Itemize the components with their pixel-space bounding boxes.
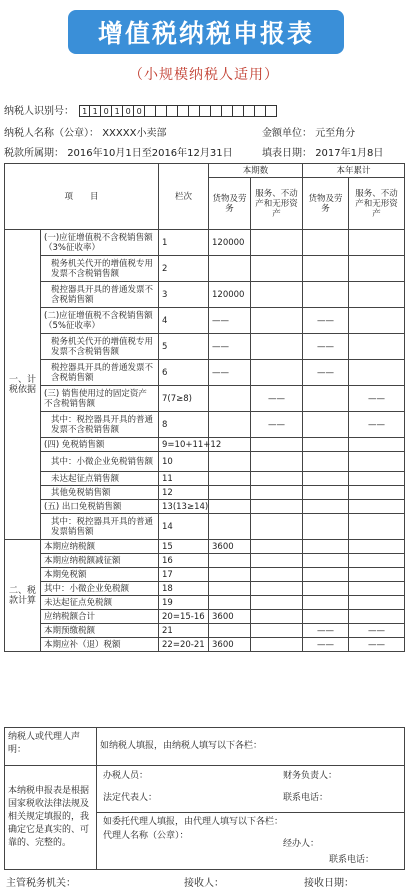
row-label: 其中：税控器具开具的普通发票不含税销售额: [41, 412, 159, 438]
form-title: 增值税纳税申报表: [68, 10, 344, 54]
row-ytd-services: [349, 472, 405, 486]
row-label: (四) 免税销售额: [41, 438, 159, 452]
row-line: 15: [159, 540, 209, 554]
row-services: [251, 486, 303, 500]
header-current: 本期数: [209, 164, 303, 178]
row-services: [251, 452, 303, 472]
row-services: [251, 596, 303, 610]
row-line: 16: [159, 554, 209, 568]
row-services: [251, 582, 303, 596]
row-services: [251, 624, 303, 638]
taxpayer-id-digit: 0: [134, 105, 145, 117]
row-ytd-goods: [303, 282, 349, 308]
taxpayer-id-digit: [211, 105, 222, 117]
taxpayer-id-digit: 0: [101, 105, 112, 117]
row-ytd-goods: ——: [303, 308, 349, 334]
row-services: [251, 610, 303, 624]
row-services: [251, 334, 303, 360]
amount-unit: 元至角分: [315, 128, 356, 139]
row-ytd-services: [349, 256, 405, 282]
row-ytd-goods: [303, 568, 349, 582]
fill-date-label: 填表日期：: [262, 148, 312, 159]
period-row: [4, 144, 233, 159]
row-ytd-goods: ——: [303, 360, 349, 386]
table-row: [5, 282, 405, 308]
contact-phone2-label: 联系电话：: [329, 855, 375, 865]
taxpayer-id-digit: [178, 105, 189, 117]
row-ytd-services: ——: [349, 412, 405, 438]
row-ytd-services: [349, 582, 405, 596]
row-goods: [209, 412, 251, 438]
row-goods: [209, 472, 251, 486]
row-goods: [209, 486, 251, 500]
row-line: 10: [159, 452, 209, 472]
table-row: [5, 412, 405, 438]
row-ytd-services: [349, 540, 405, 554]
taxpayer-id-digit: [222, 105, 233, 117]
table-row: [5, 334, 405, 360]
row-line: 4: [159, 308, 209, 334]
header-line: 栏次: [159, 164, 209, 230]
tax-return-table: [4, 163, 405, 652]
row-goods: [209, 514, 251, 540]
row-label: 本期预缴税额: [41, 624, 159, 638]
row-ytd-goods: [303, 610, 349, 624]
fill-date: 2017年1月8日: [315, 148, 384, 159]
row-label: 税务机关代开的增值税专用发票不含税销售额: [41, 256, 159, 282]
taxpayer-id-digit: 0: [123, 105, 134, 117]
row-line: 11: [159, 472, 209, 486]
legal-rep-label: 法定代表人：: [103, 793, 158, 803]
row-services: [251, 308, 303, 334]
agent-fill-note: 如委托代理人填报，由代理人填写以下各栏：: [103, 817, 284, 827]
table-row: [5, 596, 405, 610]
row-goods: 3600: [209, 638, 251, 652]
taxpayer-name-row: [4, 124, 166, 139]
row-ytd-goods: [303, 472, 349, 486]
row-ytd-goods: ——: [303, 638, 349, 652]
row-goods: 120000: [209, 282, 251, 308]
row-label: 本期应纳税额: [41, 540, 159, 554]
row-line: 6: [159, 360, 209, 386]
receiver-label: 接收人：: [184, 878, 224, 889]
taxpayer-id-label: 纳税人识别号：: [4, 106, 74, 117]
taxpayer-id-digit: [233, 105, 244, 117]
row-ytd-services: ——: [349, 638, 405, 652]
self-fill-note: 如纳税人填报，由纳税人填写以下各栏：: [97, 728, 405, 766]
row-label: 税控器具开具的普通发票不含税销售额: [41, 360, 159, 386]
table-row: [5, 360, 405, 386]
row-goods: [209, 624, 251, 638]
table-row: [5, 256, 405, 282]
row-line: 3: [159, 282, 209, 308]
row-line: 2: [159, 256, 209, 282]
table-row: [5, 230, 405, 256]
row-ytd-services: [349, 486, 405, 500]
agent-name-label: 代理人名称（公章）：: [103, 831, 189, 841]
taxpayer-id-digit: 1: [79, 105, 90, 117]
row-goods: 3600: [209, 610, 251, 624]
header-ytd-goods: 货物及劳务: [303, 178, 349, 230]
taxpayer-name-label: 纳税人名称（公章）：: [4, 128, 99, 139]
row-goods: 3600: [209, 540, 251, 554]
table-row: [5, 308, 405, 334]
row-services: [251, 554, 303, 568]
row-label: 其中：税控器具开具的普通发票销售额: [41, 514, 159, 540]
row-line: 19: [159, 596, 209, 610]
row-label: (五) 出口免税销售额: [41, 500, 159, 514]
taxpayer-id-digit: 1: [90, 105, 101, 117]
row-goods: ——: [209, 308, 251, 334]
row-services: [251, 540, 303, 554]
taxpayer-id-digit: [266, 105, 277, 117]
row-ytd-goods: [303, 438, 349, 452]
row-ytd-services: ——: [349, 386, 405, 412]
row-services: [251, 282, 303, 308]
row-line: 1: [159, 230, 209, 256]
taxpayer-id-digit: 1: [112, 105, 123, 117]
header-ytd: 本年累计: [303, 164, 405, 178]
row-line: 9=10+11+12: [159, 438, 209, 452]
row-line: 14: [159, 514, 209, 540]
row-goods: [209, 386, 251, 412]
row-goods: [209, 500, 251, 514]
taxpayer-id-digit: [255, 105, 266, 117]
row-line: 13(13≥14): [159, 500, 209, 514]
row-goods: ——: [209, 360, 251, 386]
row-ytd-goods: [303, 486, 349, 500]
row-label: (二)应征增值税不含税销售额（5%征收率）: [41, 308, 159, 334]
table-row: [5, 452, 405, 472]
table-row: [5, 386, 405, 412]
row-line: 7(7≥8): [159, 386, 209, 412]
taxpayer-id-digit: [167, 105, 178, 117]
row-goods: [209, 568, 251, 582]
taxpayer-id-digit: [156, 105, 167, 117]
row-goods: [209, 452, 251, 472]
row-goods: [209, 582, 251, 596]
section-calculation: 二、税款计算: [5, 540, 41, 652]
row-ytd-goods: [303, 596, 349, 610]
row-goods: ——: [209, 334, 251, 360]
row-ytd-goods: [303, 412, 349, 438]
row-services: ——: [251, 412, 303, 438]
row-ytd-services: [349, 500, 405, 514]
taxpayer-name: XXXXX小卖部: [102, 128, 167, 139]
row-ytd-services: [349, 308, 405, 334]
header-services: 服务、不动产和无形资产: [251, 178, 303, 230]
period-label: 税款所属期：: [4, 148, 64, 159]
row-services: [251, 230, 303, 256]
row-ytd-services: ——: [349, 624, 405, 638]
signature-area: [97, 766, 405, 870]
declaration-table: [4, 727, 405, 870]
row-label: 其中：小微企业免税额: [41, 582, 159, 596]
row-line: 8: [159, 412, 209, 438]
row-ytd-services: [349, 514, 405, 540]
table-row: [5, 540, 405, 554]
table-row: [5, 500, 405, 514]
section-basis: 一、计税依据: [5, 230, 41, 540]
row-services: [251, 438, 303, 452]
row-line: 12: [159, 486, 209, 500]
header-item: 项 目: [5, 164, 159, 230]
declaration-label: 纳税人或代理人声明：: [5, 728, 97, 766]
tax-authority-label: 主管税务机关：: [6, 878, 76, 889]
row-label: 未达起征点销售额: [41, 472, 159, 486]
table-row: [5, 582, 405, 596]
row-ytd-services: [349, 568, 405, 582]
table-row: [5, 472, 405, 486]
receive-date-label: 接收日期：: [304, 878, 354, 889]
taxpayer-id-digit: [244, 105, 255, 117]
row-ytd-services: [349, 334, 405, 360]
row-line: 20=15-16: [159, 610, 209, 624]
row-ytd-goods: [303, 230, 349, 256]
table-row: [5, 624, 405, 638]
row-ytd-goods: [303, 514, 349, 540]
row-ytd-goods: [303, 452, 349, 472]
row-services: [251, 472, 303, 486]
finance-head-label: 财务负责人：: [283, 771, 338, 781]
contact-phone-label: 联系电话：: [283, 793, 329, 803]
row-ytd-services: [349, 452, 405, 472]
row-ytd-services: [349, 360, 405, 386]
row-label: 税务机关代开的增值税专用发票不含税销售额: [41, 334, 159, 360]
row-ytd-services: [349, 282, 405, 308]
taxpayer-id-digit: [189, 105, 200, 117]
row-line: 17: [159, 568, 209, 582]
row-ytd-services: [349, 596, 405, 610]
handler-label: 经办人：: [283, 839, 320, 849]
row-ytd-goods: [303, 540, 349, 554]
row-ytd-goods: ——: [303, 624, 349, 638]
fill-date-row: [262, 144, 383, 159]
taxpayer-id-row: [4, 102, 277, 117]
row-ytd-services: [349, 438, 405, 452]
row-services: [251, 360, 303, 386]
row-ytd-services: [349, 554, 405, 568]
header-ytd-services: 服务、不动产和无形资产: [349, 178, 405, 230]
row-line: 21: [159, 624, 209, 638]
taxpayer-person-label: 办税人员：: [103, 771, 149, 781]
row-line: 22=20-21: [159, 638, 209, 652]
row-services: [251, 256, 303, 282]
table-row: [5, 486, 405, 500]
row-label: 其中：小微企业免税销售额: [41, 452, 159, 472]
row-goods: 120000: [209, 230, 251, 256]
row-label: 本期应纳税额减征额: [41, 554, 159, 568]
header-goods: 货物及劳务: [209, 178, 251, 230]
table-row: [5, 514, 405, 540]
row-ytd-services: [349, 610, 405, 624]
row-goods: [209, 256, 251, 282]
row-label: 本期免税额: [41, 568, 159, 582]
row-label: 未达起征点免税额: [41, 596, 159, 610]
table-row: [5, 554, 405, 568]
table-row: [5, 610, 405, 624]
row-label: 税控器具开具的普通发票不含税销售额: [41, 282, 159, 308]
declaration-text: 本纳税申报表是根据国家税收法律法规及相关规定填报的，我确定它是真实的、可靠的、完整的。: [5, 766, 97, 870]
row-goods: [209, 596, 251, 610]
row-services: [251, 500, 303, 514]
amount-unit-row: [262, 124, 355, 139]
row-label: 其他免税销售额: [41, 486, 159, 500]
taxpayer-id-boxes: [79, 105, 277, 117]
row-line: 18: [159, 582, 209, 596]
row-services: [251, 568, 303, 582]
row-ytd-goods: [303, 386, 349, 412]
taxpayer-id-digit: [200, 105, 211, 117]
row-ytd-goods: [303, 256, 349, 282]
row-label: 应纳税额合计: [41, 610, 159, 624]
taxpayer-id-digit: [145, 105, 156, 117]
row-services: [251, 514, 303, 540]
row-ytd-goods: [303, 500, 349, 514]
table-row: [5, 568, 405, 582]
row-ytd-goods: ——: [303, 334, 349, 360]
agent-divider: [97, 812, 404, 813]
row-ytd-goods: [303, 554, 349, 568]
row-services: [251, 638, 303, 652]
row-ytd-goods: [303, 582, 349, 596]
row-label: 本期应补（退）税额: [41, 638, 159, 652]
row-label: (一)应征增值税不含税销售额（3%征收率）: [41, 230, 159, 256]
form-subtitle: （小规模纳税人适用）: [129, 67, 279, 83]
row-services: ——: [251, 386, 303, 412]
row-line: 5: [159, 334, 209, 360]
row-goods: [209, 554, 251, 568]
table-row: [5, 438, 405, 452]
row-label: (三) 销售使用过的固定资产不含税销售额: [41, 386, 159, 412]
table-row: [5, 638, 405, 652]
row-ytd-services: [349, 230, 405, 256]
period: 2016年10月1日至2016年12月31日: [67, 148, 233, 159]
amount-unit-label: 金额单位：: [262, 128, 312, 139]
